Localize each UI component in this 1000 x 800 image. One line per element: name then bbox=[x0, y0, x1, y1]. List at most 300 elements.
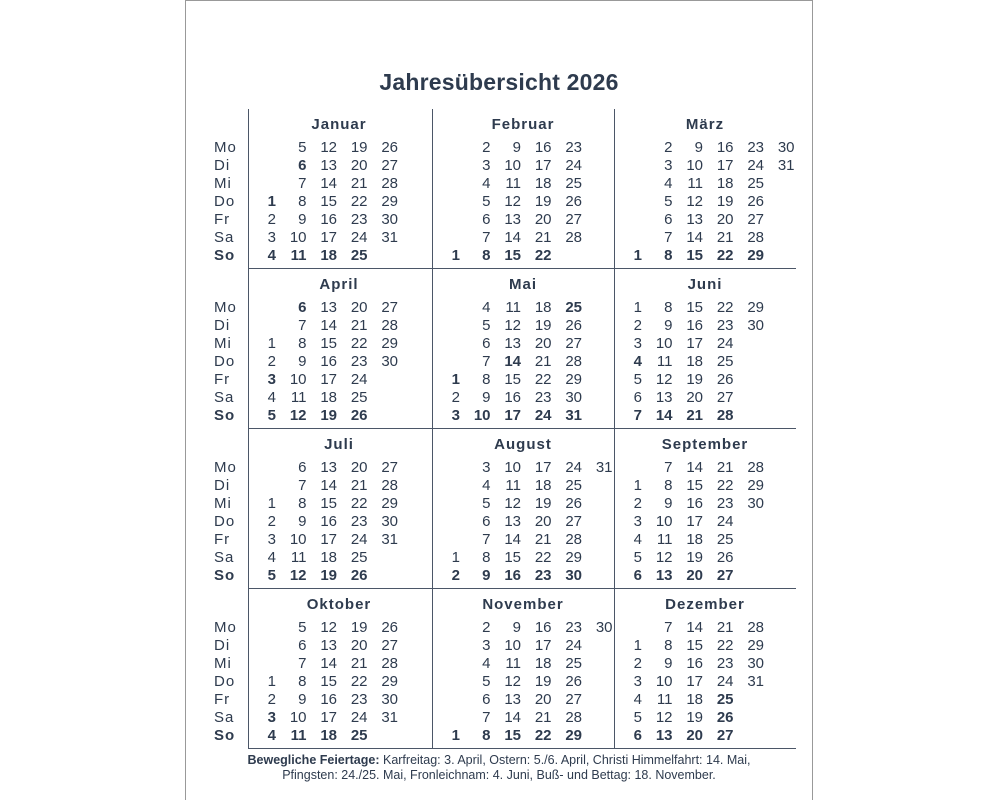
day-cell: 8 bbox=[298, 193, 307, 210]
day-cell: 3 bbox=[633, 673, 642, 690]
day-cell: 26 bbox=[565, 673, 582, 690]
day-cell: 24 bbox=[350, 371, 368, 388]
day-cell: 17 bbox=[320, 531, 337, 548]
day-cell: 28 bbox=[716, 407, 734, 424]
day-cell: 23 bbox=[534, 389, 552, 406]
day-cell: 18 bbox=[534, 299, 552, 316]
day-cell: 12 bbox=[686, 193, 703, 210]
month-juni bbox=[614, 273, 796, 433]
day-cell: 6 bbox=[482, 513, 491, 530]
month-april bbox=[248, 273, 430, 433]
day-cell: 8 bbox=[664, 299, 673, 316]
day-cell: 14 bbox=[320, 477, 337, 494]
day-cell: 5 bbox=[482, 317, 491, 334]
day-cell: 27 bbox=[716, 389, 734, 406]
day-cell: 11 bbox=[290, 727, 307, 744]
day-cell: 6 bbox=[298, 637, 307, 654]
day-cell: 9 bbox=[482, 389, 491, 406]
page-title: Jahresübersicht 2026 bbox=[379, 69, 619, 95]
day-cell: 16 bbox=[534, 139, 552, 156]
day-cell: 6 bbox=[298, 157, 307, 174]
day-cell: 4 bbox=[267, 389, 276, 406]
day-cell: 13 bbox=[320, 157, 337, 174]
day-cell: 7 bbox=[298, 655, 307, 672]
day-cell: 25 bbox=[565, 299, 582, 316]
day-cell: 3 bbox=[664, 157, 673, 174]
day-cell: 6 bbox=[482, 335, 491, 352]
weekday-label: So bbox=[214, 727, 236, 744]
day-cell: 26 bbox=[565, 317, 582, 334]
day-cell: 9 bbox=[298, 353, 307, 370]
weekday-label: So bbox=[214, 247, 236, 264]
day-cell: 15 bbox=[686, 299, 703, 316]
weekday-label: Mi bbox=[214, 335, 232, 352]
day-cell: 3 bbox=[482, 157, 491, 174]
day-cell: 11 bbox=[656, 691, 673, 708]
day-cell: 11 bbox=[290, 549, 307, 566]
day-cell: 4 bbox=[633, 531, 642, 548]
day-cell: 28 bbox=[381, 655, 398, 672]
day-cell: 29 bbox=[381, 193, 398, 210]
day-cell: 22 bbox=[716, 637, 734, 654]
weekday-label: Fr bbox=[214, 371, 231, 388]
day-cell: 13 bbox=[686, 211, 703, 228]
holidays-line-1: Karfreitag: 3. April, Ostern: 5./6. April, Christi Himmelfahrt: 14. Mai, bbox=[382, 753, 751, 767]
day-cell: 1 bbox=[451, 727, 460, 744]
day-cell: 27 bbox=[381, 299, 398, 316]
day-cell: 1 bbox=[633, 299, 642, 316]
holidays-line-2: Pfingsten: 24./25. Mai, Fronleichnam: 4. Juni, Buß- und Bettag: 18. November. bbox=[282, 768, 716, 782]
day-cell: 10 bbox=[655, 673, 673, 690]
day-cell: 23 bbox=[350, 513, 368, 530]
day-cell: 20 bbox=[350, 299, 368, 316]
day-cell: 22 bbox=[534, 371, 552, 388]
day-cell: 16 bbox=[686, 495, 703, 512]
day-cell: 7 bbox=[664, 619, 673, 636]
day-cell: 26 bbox=[716, 549, 734, 566]
day-cell: 25 bbox=[716, 353, 734, 370]
day-cell: 6 bbox=[298, 459, 307, 476]
day-cell: 23 bbox=[716, 655, 734, 672]
day-cell: 16 bbox=[686, 317, 703, 334]
day-cell: 10 bbox=[289, 531, 307, 548]
day-cell: 28 bbox=[565, 709, 582, 726]
day-cell: 24 bbox=[716, 513, 734, 530]
day-cell: 22 bbox=[350, 193, 368, 210]
day-cell: 22 bbox=[350, 335, 368, 352]
day-cell: 29 bbox=[747, 247, 764, 264]
day-cell: 10 bbox=[655, 513, 673, 530]
day-cell: 6 bbox=[482, 691, 491, 708]
day-cell: 25 bbox=[565, 477, 582, 494]
day-cell: 17 bbox=[320, 229, 337, 246]
day-cell: 21 bbox=[686, 407, 703, 424]
month-name: April bbox=[319, 276, 359, 293]
day-cell: 18 bbox=[534, 175, 552, 192]
day-cell: 12 bbox=[504, 193, 521, 210]
day-cell: 21 bbox=[534, 531, 552, 548]
day-cell: 13 bbox=[655, 567, 673, 584]
weekday-label: Mo bbox=[214, 619, 237, 636]
month-name: Oktober bbox=[306, 596, 372, 613]
day-cell: 24 bbox=[565, 459, 582, 476]
day-cell: 13 bbox=[655, 389, 673, 406]
calendar-row bbox=[186, 433, 814, 593]
day-cell: 9 bbox=[298, 513, 307, 530]
day-cell: 4 bbox=[267, 727, 276, 744]
day-cell: 17 bbox=[686, 513, 703, 530]
day-cell: 5 bbox=[298, 619, 307, 636]
month-märz bbox=[614, 113, 796, 273]
day-cell: 11 bbox=[290, 389, 307, 406]
weekday-label: Mi bbox=[214, 175, 232, 192]
weekday-label: Fr bbox=[214, 211, 231, 228]
day-cell: 11 bbox=[656, 531, 673, 548]
day-cell: 13 bbox=[504, 513, 521, 530]
day-cell: 21 bbox=[716, 229, 734, 246]
day-cell: 18 bbox=[320, 549, 337, 566]
day-cell: 1 bbox=[633, 477, 642, 494]
day-cell: 28 bbox=[381, 175, 398, 192]
month-oktober bbox=[248, 593, 430, 753]
day-cell: 30 bbox=[381, 353, 398, 370]
day-cell: 20 bbox=[686, 727, 703, 744]
day-cell: 25 bbox=[350, 549, 368, 566]
holidays-label: Bewegliche Feiertage: bbox=[247, 753, 380, 767]
day-cell: 12 bbox=[320, 619, 337, 636]
day-cell: 14 bbox=[686, 229, 703, 246]
day-cell: 20 bbox=[350, 157, 368, 174]
day-cell: 21 bbox=[716, 459, 734, 476]
weekday-label: Mi bbox=[214, 655, 232, 672]
day-cell: 15 bbox=[504, 371, 521, 388]
day-cell: 12 bbox=[655, 709, 673, 726]
day-cell: 27 bbox=[565, 335, 582, 352]
day-cell: 25 bbox=[350, 389, 368, 406]
day-cell: 14 bbox=[504, 353, 521, 370]
day-cell: 11 bbox=[687, 175, 703, 192]
day-cell: 11 bbox=[505, 299, 521, 316]
movable-holidays-note bbox=[226, 753, 772, 783]
day-cell: 5 bbox=[633, 549, 642, 566]
day-cell: 24 bbox=[565, 637, 582, 654]
day-cell: 3 bbox=[267, 531, 276, 548]
day-cell: 25 bbox=[716, 531, 734, 548]
day-cell: 3 bbox=[267, 709, 276, 726]
day-cell: 6 bbox=[298, 299, 307, 316]
day-cell: 21 bbox=[534, 709, 552, 726]
day-cell: 21 bbox=[534, 229, 552, 246]
day-cell: 15 bbox=[320, 495, 337, 512]
day-cell: 30 bbox=[565, 389, 582, 406]
day-cell: 4 bbox=[482, 175, 491, 192]
day-cell: 14 bbox=[320, 317, 337, 334]
day-cell: 7 bbox=[664, 459, 673, 476]
month-name: Juni bbox=[687, 276, 723, 293]
day-cell: 8 bbox=[482, 727, 491, 744]
day-cell: 10 bbox=[289, 371, 307, 388]
weekday-label: Mo bbox=[214, 459, 237, 476]
day-cell: 20 bbox=[534, 211, 552, 228]
day-cell: 26 bbox=[350, 567, 368, 584]
month-mai bbox=[432, 273, 614, 433]
month-februar bbox=[432, 113, 614, 273]
day-cell: 13 bbox=[504, 211, 521, 228]
day-cell: 23 bbox=[716, 317, 734, 334]
day-cell: 19 bbox=[320, 407, 337, 424]
day-cell: 4 bbox=[633, 691, 642, 708]
day-cell: 4 bbox=[267, 247, 276, 264]
day-cell: 12 bbox=[504, 317, 521, 334]
weekday-label: Di bbox=[214, 637, 231, 654]
day-cell: 31 bbox=[381, 709, 398, 726]
day-cell: 29 bbox=[747, 477, 764, 494]
day-cell: 23 bbox=[565, 139, 582, 156]
weekday-label: Sa bbox=[214, 229, 235, 246]
day-cell: 6 bbox=[633, 727, 642, 744]
day-cell: 2 bbox=[267, 211, 276, 228]
day-cell: 9 bbox=[694, 139, 703, 156]
day-cell: 11 bbox=[505, 477, 521, 494]
weekday-label: Do bbox=[214, 353, 236, 370]
month-name: Mai bbox=[508, 276, 537, 293]
day-cell: 16 bbox=[534, 619, 552, 636]
month-august bbox=[432, 433, 614, 593]
day-cell: 10 bbox=[504, 157, 521, 174]
day-cell: 15 bbox=[504, 549, 521, 566]
day-cell: 29 bbox=[381, 495, 398, 512]
day-cell: 16 bbox=[320, 691, 337, 708]
day-cell: 16 bbox=[320, 513, 337, 530]
day-cell: 23 bbox=[565, 619, 582, 636]
day-cell: 20 bbox=[534, 691, 552, 708]
day-cell: 24 bbox=[534, 407, 552, 424]
day-cell: 11 bbox=[656, 353, 673, 370]
day-cell: 1 bbox=[451, 549, 460, 566]
day-cell: 25 bbox=[565, 655, 582, 672]
day-cell: 26 bbox=[381, 619, 398, 636]
day-cell: 14 bbox=[504, 229, 521, 246]
day-cell: 19 bbox=[350, 619, 368, 636]
day-cell: 24 bbox=[747, 157, 764, 174]
day-cell: 30 bbox=[381, 513, 398, 530]
day-cell: 2 bbox=[633, 495, 642, 512]
day-cell: 14 bbox=[504, 531, 521, 548]
day-cell: 8 bbox=[664, 247, 673, 264]
calendar-row bbox=[186, 593, 814, 753]
day-cell: 30 bbox=[565, 567, 582, 584]
month-januar bbox=[248, 113, 430, 273]
day-cell: 29 bbox=[381, 673, 398, 690]
day-cell: 9 bbox=[664, 495, 673, 512]
day-cell: 2 bbox=[482, 139, 491, 156]
day-cell: 13 bbox=[504, 691, 521, 708]
day-cell: 22 bbox=[716, 477, 734, 494]
day-cell: 2 bbox=[267, 513, 276, 530]
day-cell: 3 bbox=[633, 513, 642, 530]
day-cell: 13 bbox=[504, 335, 521, 352]
day-cell: 5 bbox=[633, 709, 642, 726]
day-cell: 9 bbox=[664, 655, 673, 672]
day-cell: 9 bbox=[512, 139, 521, 156]
day-cell: 9 bbox=[298, 691, 307, 708]
day-cell: 9 bbox=[664, 317, 673, 334]
day-cell: 22 bbox=[534, 247, 552, 264]
day-cell: 1 bbox=[633, 637, 642, 654]
day-cell: 31 bbox=[381, 229, 398, 246]
day-cell: 25 bbox=[716, 691, 734, 708]
day-cell: 16 bbox=[320, 353, 337, 370]
weekday-label: Sa bbox=[214, 389, 235, 406]
day-cell: 4 bbox=[633, 353, 642, 370]
day-cell: 8 bbox=[482, 549, 491, 566]
day-cell: 25 bbox=[350, 247, 368, 264]
day-cell: 5 bbox=[482, 673, 491, 690]
day-cell: 5 bbox=[664, 193, 673, 210]
day-cell: 30 bbox=[747, 495, 764, 512]
day-cell: 27 bbox=[716, 727, 734, 744]
day-cell: 3 bbox=[451, 407, 460, 424]
day-cell: 20 bbox=[686, 389, 703, 406]
day-cell: 23 bbox=[350, 353, 368, 370]
day-cell: 18 bbox=[534, 477, 552, 494]
day-cell: 28 bbox=[747, 619, 764, 636]
day-cell: 5 bbox=[482, 193, 491, 210]
day-cell: 2 bbox=[633, 317, 642, 334]
weekday-label: Fr bbox=[214, 531, 231, 548]
day-cell: 1 bbox=[267, 495, 276, 512]
day-cell: 28 bbox=[565, 531, 582, 548]
day-cell: 25 bbox=[565, 175, 582, 192]
day-cell: 15 bbox=[320, 335, 337, 352]
day-cell: 29 bbox=[565, 727, 582, 744]
day-cell: 2 bbox=[664, 139, 673, 156]
day-cell: 31 bbox=[595, 459, 613, 476]
weekday-label: So bbox=[214, 407, 236, 424]
day-cell: 6 bbox=[633, 567, 642, 584]
day-cell: 13 bbox=[320, 637, 337, 654]
month-name: Januar bbox=[311, 116, 367, 133]
day-cell: 3 bbox=[267, 371, 276, 388]
day-cell: 16 bbox=[504, 389, 521, 406]
day-cell: 9 bbox=[512, 619, 521, 636]
day-cell: 12 bbox=[289, 407, 307, 424]
day-cell: 20 bbox=[686, 567, 703, 584]
day-cell: 19 bbox=[534, 193, 552, 210]
day-cell: 24 bbox=[350, 531, 368, 548]
day-cell: 22 bbox=[534, 727, 552, 744]
day-cell: 14 bbox=[686, 459, 703, 476]
day-cell: 18 bbox=[320, 247, 337, 264]
day-cell: 7 bbox=[482, 531, 491, 548]
day-cell: 19 bbox=[534, 317, 552, 334]
day-cell: 16 bbox=[686, 655, 703, 672]
day-cell: 26 bbox=[716, 709, 734, 726]
day-cell: 21 bbox=[350, 317, 368, 334]
day-cell: 22 bbox=[534, 549, 552, 566]
day-cell: 7 bbox=[482, 229, 491, 246]
day-cell: 28 bbox=[747, 229, 764, 246]
day-cell: 30 bbox=[777, 139, 795, 156]
day-cell: 22 bbox=[350, 673, 368, 690]
day-cell: 5 bbox=[633, 371, 642, 388]
day-cell: 30 bbox=[381, 211, 398, 228]
day-cell: 14 bbox=[504, 709, 521, 726]
day-cell: 19 bbox=[320, 567, 337, 584]
day-cell: 14 bbox=[320, 655, 337, 672]
weekday-label: Fr bbox=[214, 691, 231, 708]
day-cell: 3 bbox=[633, 335, 642, 352]
day-cell: 24 bbox=[350, 229, 368, 246]
day-cell: 17 bbox=[686, 335, 703, 352]
day-cell: 8 bbox=[482, 371, 491, 388]
day-cell: 5 bbox=[482, 495, 491, 512]
day-cell: 17 bbox=[534, 459, 552, 476]
day-cell: 8 bbox=[664, 637, 673, 654]
day-cell: 17 bbox=[320, 371, 337, 388]
day-cell: 7 bbox=[298, 317, 307, 334]
day-cell: 12 bbox=[320, 139, 337, 156]
day-cell: 23 bbox=[350, 691, 368, 708]
day-cell: 18 bbox=[534, 655, 552, 672]
day-cell: 24 bbox=[565, 157, 582, 174]
day-cell: 14 bbox=[686, 619, 703, 636]
day-cell: 10 bbox=[473, 407, 491, 424]
day-cell: 2 bbox=[267, 691, 276, 708]
weekday-label: Mo bbox=[214, 139, 237, 156]
day-cell: 8 bbox=[664, 477, 673, 494]
day-cell: 5 bbox=[267, 567, 276, 584]
month-dezember bbox=[614, 593, 796, 753]
month-juli bbox=[248, 433, 430, 593]
day-cell: 8 bbox=[298, 495, 307, 512]
day-cell: 4 bbox=[664, 175, 673, 192]
day-cell: 26 bbox=[565, 193, 582, 210]
day-cell: 21 bbox=[350, 175, 368, 192]
day-cell: 4 bbox=[267, 549, 276, 566]
day-cell: 1 bbox=[451, 371, 460, 388]
day-cell: 8 bbox=[482, 247, 491, 264]
day-cell: 17 bbox=[320, 709, 337, 726]
day-cell: 22 bbox=[716, 247, 734, 264]
day-cell: 29 bbox=[565, 371, 582, 388]
day-cell: 24 bbox=[350, 709, 368, 726]
weekday-label: Do bbox=[214, 673, 236, 690]
day-cell: 23 bbox=[534, 567, 552, 584]
day-cell: 27 bbox=[565, 691, 582, 708]
day-cell: 16 bbox=[320, 211, 337, 228]
day-cell: 28 bbox=[565, 229, 582, 246]
weekday-label: Sa bbox=[214, 549, 235, 566]
day-cell: 3 bbox=[482, 459, 491, 476]
day-cell: 1 bbox=[267, 673, 276, 690]
day-cell: 4 bbox=[482, 299, 491, 316]
day-cell: 25 bbox=[350, 727, 368, 744]
day-cell: 17 bbox=[504, 407, 521, 424]
month-name: Dezember bbox=[665, 596, 745, 613]
day-cell: 28 bbox=[747, 459, 764, 476]
day-cell: 17 bbox=[534, 157, 552, 174]
day-cell: 31 bbox=[565, 407, 582, 424]
day-cell: 16 bbox=[716, 139, 734, 156]
day-cell: 1 bbox=[633, 247, 642, 264]
day-cell: 2 bbox=[451, 389, 460, 406]
calendar-page bbox=[185, 0, 813, 800]
day-cell: 19 bbox=[534, 673, 552, 690]
day-cell: 19 bbox=[686, 371, 703, 388]
day-cell: 13 bbox=[320, 459, 337, 476]
day-cell: 2 bbox=[633, 655, 642, 672]
